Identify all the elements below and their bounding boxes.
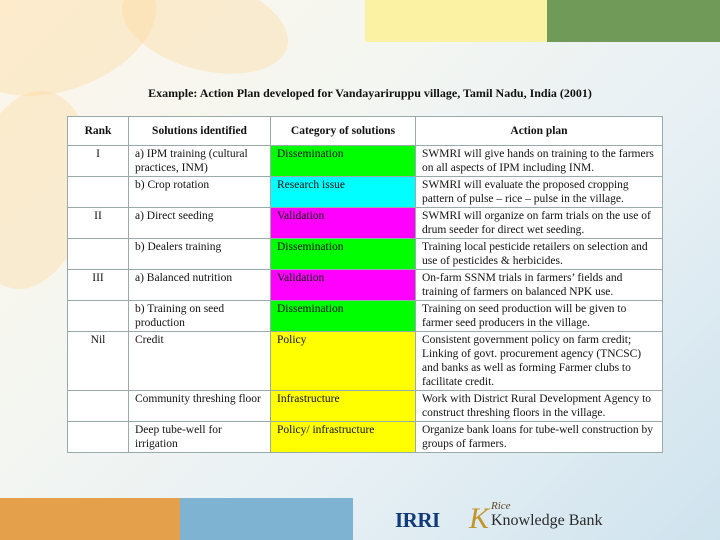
rank-cell: Nil <box>68 332 129 391</box>
solution-cell: a) Balanced nutrition <box>129 270 271 301</box>
top-green-band <box>547 0 720 42</box>
rank-cell <box>68 301 129 332</box>
solution-cell: b) Dealers training <box>129 239 271 270</box>
action-plan-cell: Consistent government policy on farm credit; Linking of govt. procurement agency (TNCSC) and banks as well as forming Farmer clubs to facilitate credit. <box>416 332 663 391</box>
action-plan-cell: SWMRI will organize on farm trials on the use of drum seeder for direct wet seeding. <box>416 208 663 239</box>
action-plan-table <box>67 116 663 453</box>
rank-cell: III <box>68 270 129 301</box>
rank-cell <box>68 422 129 453</box>
category-cell: Dissemination <box>271 146 416 177</box>
solution-cell: Credit <box>129 332 271 391</box>
table-row <box>68 208 663 239</box>
rank-cell <box>68 391 129 422</box>
solution-cell: Deep tube-well for irrigation <box>129 422 271 453</box>
table-header-row <box>68 117 663 146</box>
action-plan-cell: Work with District Rural Development Agency to construct threshing floors in the village. <box>416 391 663 422</box>
rice-knowledge-bank-rice-label: Rice <box>491 500 511 512</box>
table-row <box>68 332 663 391</box>
table-row <box>68 270 663 301</box>
category-cell: Infrastructure <box>271 391 416 422</box>
irri-logo: IRRI <box>395 508 440 532</box>
action-plan-cell: Training local pesticide retailers on selection and use of pesticides & herbicides. <box>416 239 663 270</box>
solution-cell: b) Crop rotation <box>129 177 271 208</box>
rice-knowledge-bank-name: Knowledge Bank <box>491 512 603 529</box>
logos <box>395 500 625 536</box>
category-cell: Dissemination <box>271 301 416 332</box>
rice-knowledge-bank-k-logo: K <box>469 502 490 535</box>
table-row <box>68 391 663 422</box>
category-cell: Validation <box>271 270 416 301</box>
solution-cell: b) Training on seed production <box>129 301 271 332</box>
category-cell: Research issue <box>271 177 416 208</box>
bottom-orange-band <box>0 498 180 540</box>
top-yellow-band <box>365 0 547 42</box>
solution-cell: a) Direct seeding <box>129 208 271 239</box>
table-row <box>68 177 663 208</box>
table-row <box>68 239 663 270</box>
rank-cell: II <box>68 208 129 239</box>
header-solutions: Solutions identified <box>129 117 271 146</box>
action-plan-cell: SWMRI will evaluate the proposed cropping pattern of pulse – rice – pulse in the village. <box>416 177 663 208</box>
solution-cell: Community threshing floor <box>129 391 271 422</box>
table-row <box>68 422 663 453</box>
slide-title: Example: Action Plan developed for Vandayariruppu village, Tamil Nadu, India (2001) <box>148 86 592 100</box>
table-row <box>68 301 663 332</box>
category-cell: Policy <box>271 332 416 391</box>
solution-cell: a) IPM training (cultural practices, INM) <box>129 146 271 177</box>
category-cell: Dissemination <box>271 239 416 270</box>
header-rank: Rank <box>68 117 129 146</box>
rank-cell: I <box>68 146 129 177</box>
category-cell: Policy/ infrastructure <box>271 422 416 453</box>
category-cell: Validation <box>271 208 416 239</box>
header-category: Category of solutions <box>271 117 416 146</box>
rank-cell <box>68 177 129 208</box>
action-plan-cell: On-farm SSNM trials in farmers’ fields and training of farmers on balanced NPK use. <box>416 270 663 301</box>
table-row <box>68 146 663 177</box>
action-plan-cell: Training on seed production will be given to farmer seed producers in the village. <box>416 301 663 332</box>
header-action-plan: Action plan <box>416 117 663 146</box>
action-plan-cell: Organize bank loans for tube-well construction by groups of farmers. <box>416 422 663 453</box>
action-plan-cell: SWMRI will give hands on training to the farmers on all aspects of IPM including INM. <box>416 146 663 177</box>
rank-cell <box>68 239 129 270</box>
bottom-blue-band <box>180 498 353 540</box>
